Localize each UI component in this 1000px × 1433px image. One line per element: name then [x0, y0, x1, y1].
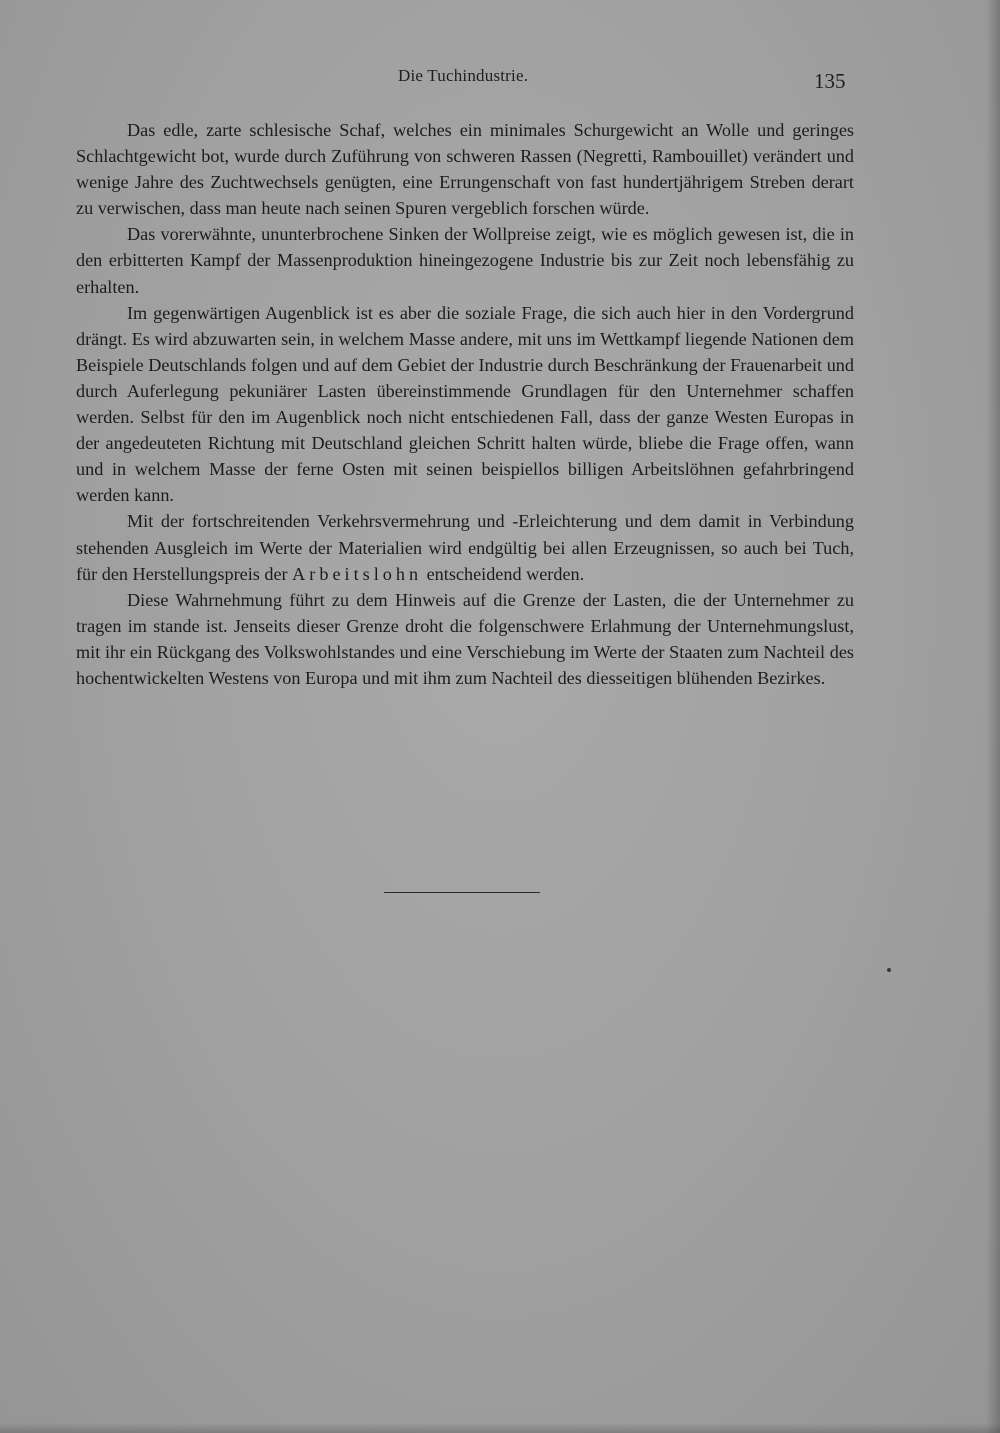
paragraph-1: Das edle, zarte schlesische Schaf, welches ein minimales Schurgewicht an Wolle und geringes Schlachtgewicht bot, wurde durch Zuführung von schweren Rassen (Negretti, Rambouillet) verändert und wenige Jahre des Zuchtwechsels genügten, eine Errungenschaft von fast hundertjährigem Streben derart zu verwischen, dass man heute nach seinen Spuren vergeblich forschen würde.	[76, 120, 854, 219]
paragraph-2: Das vorerwähnte, ununterbrochene Sinken der Wollpreise zeigt, wie es möglich gewesen ist, die in den erbitterten Kampf der Massenproduktion hineingezogene Industrie bis zur Zeit noch lebensfähig zu erhalten.	[76, 224, 854, 297]
ink-speck	[887, 968, 891, 972]
running-title: Die Tuchindustrie.	[398, 66, 529, 85]
page-number: 135	[814, 69, 846, 93]
paragraph-4	[76, 508, 854, 586]
paragraph-4-text-before: Mit der fortschreitenden Verkehrsvermehrung und -Erleichterung und dem damit in Verbindung stehenden Ausgleich im Werte der Materialien wird endgültig bei allen Erzeugnissen, so auch bei Tuch, für den Herstellungspreis der	[76, 511, 854, 584]
page-edge-shadow-right	[986, 0, 1000, 1433]
page-edge-shadow-bottom	[0, 1423, 1000, 1433]
running-head	[0, 66, 1000, 96]
emphasis-arbeitslohn: Arbeitslohn	[292, 563, 423, 584]
paragraph-4-text-after: entscheidend werden.	[422, 563, 585, 584]
closing-rule	[384, 892, 540, 893]
body-text	[76, 117, 854, 691]
paragraph-5: Diese Wahrnehmung führt zu dem Hinweis auf die Grenze der Lasten, die der Unternehmer zu tragen im stande ist. Jenseits dieser Grenze droht die folgenschwere Erlahmung der Unternehmungslust, mit ihr ein Rückgang des Volkswohlstandes und eine Verschiebung im Werte der Staaten zum Nachteil des hochentwickelten Westens von Europa und mit ihm zum Nachteil des diesseitigen blühenden Bezirkes.	[76, 589, 854, 688]
paragraph-3: Im gegenwärtigen Augenblick ist es aber die soziale Frage, die sich auch hier in den Vordergrund drängt. Es wird abzuwarten sein, in welchem Masse andere, mit uns im Wettkampf liegende Nationen dem Beispiele Deutschlands folgen und auf dem Gebiet der Industrie durch Beschränkung der Frauenarbeit und durch Auferlegung pekuniärer Lasten übereinstimmende Grundlagen für den Unternehmer schaffen werden. Selbst für den im Augenblick noch nicht entschiedenen Fall, dass der ganze Westen Europas in der angedeuteten Richtung mit Deutschland gleichen Schritt halten würde, bliebe die Frage offen, wann und in welchem Masse der ferne Osten mit seinen beispiellos billigen Arbeitslöhnen gefahrbringend werden kann.	[76, 302, 854, 506]
